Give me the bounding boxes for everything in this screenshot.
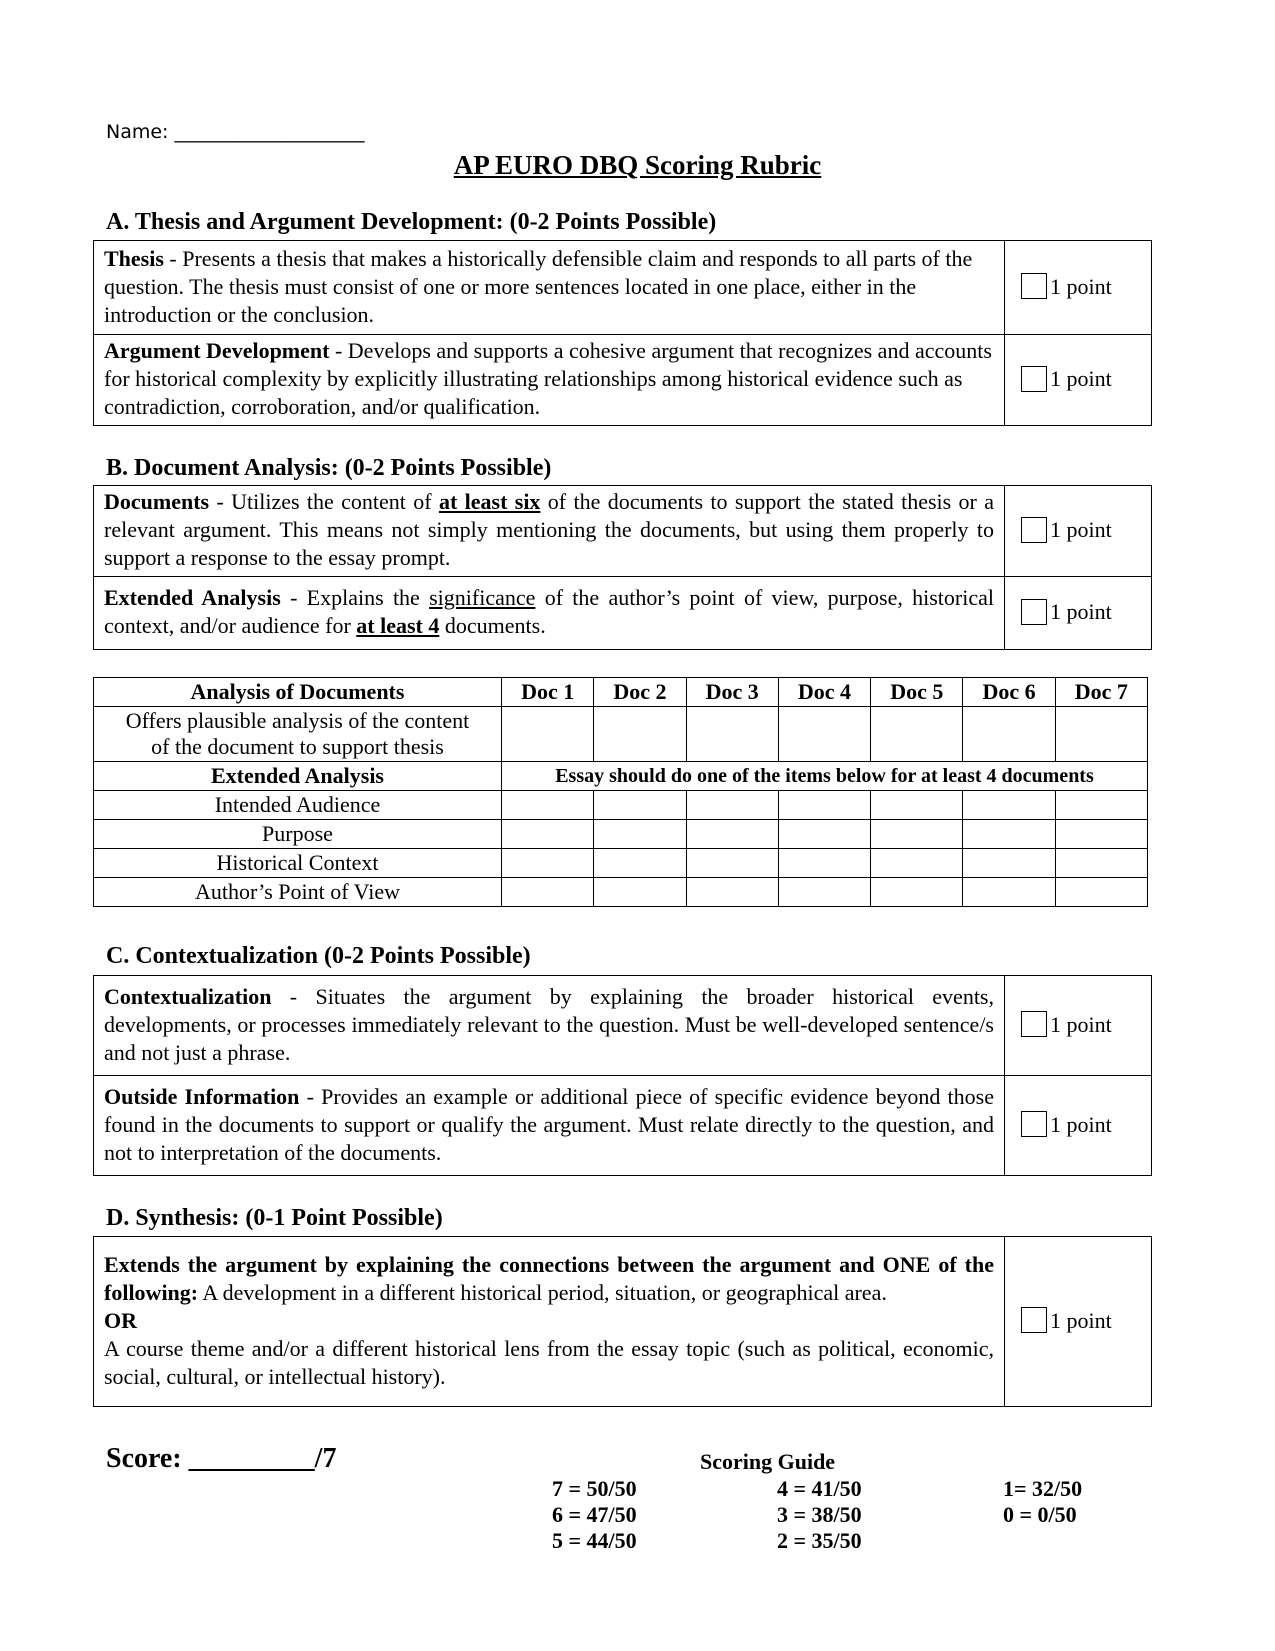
contextualization-points-label: 1 point [1050, 1011, 1112, 1037]
documents-points-label: 1 point [1050, 517, 1112, 543]
doc-cell[interactable] [1055, 707, 1147, 762]
scoring-guide-entry: 6 = 47/50 [552, 1502, 637, 1527]
doc-header: Doc 6 [963, 678, 1055, 707]
page-title: AP EURO DBQ Scoring Rubric [453, 150, 822, 180]
extended-analysis-row [94, 577, 1152, 650]
outside-information-text: - Provides an example or additional piece of specific evidence beyond those found in the documents to support or qualify the argument. Must relate directly to the question, and not to interpretation of the documents. [104, 1083, 994, 1165]
doc-cell[interactable] [1055, 791, 1147, 820]
synthesis-description [94, 1237, 1005, 1407]
argument-text: - Develops and supports a cohesive argument that recognizes and accounts for historical complexity by explicitly illustrating relationships among historical evidence such as contradiction, corroboration, and/or qualification. [104, 338, 992, 419]
section-b-table [93, 485, 1152, 650]
doc-cell[interactable] [963, 707, 1055, 762]
doc-header: Doc 4 [778, 678, 870, 707]
doc-cell[interactable] [871, 878, 963, 907]
scoring-guide-entry: 3 = 38/50 [777, 1502, 862, 1527]
doc-cell[interactable] [778, 878, 870, 907]
doc-cell[interactable] [686, 707, 778, 762]
synthesis-option-2: A course theme and/or a different historical lens from the essay topic (such as political, economic, social, cultural, or intellectual history). [104, 1335, 994, 1389]
documents-description [94, 486, 1005, 577]
extended-analysis-text-1: - Explains the [280, 585, 430, 610]
doc-table-header-row [94, 678, 1148, 707]
extended-analysis-text-3: documents. [439, 613, 546, 638]
thesis-points [1005, 241, 1152, 335]
intended-audience-label: Intended Audience [94, 791, 502, 820]
section-b-title: B. Document Analysis: (0-2 Points Possible) [106, 455, 552, 481]
contextualization-row [94, 976, 1152, 1076]
argument-label: Argument Development [104, 338, 330, 363]
score-line: Score: _________/7 [106, 1443, 337, 1474]
authors-point-of-view-row [94, 878, 1148, 907]
outside-information-points [1005, 1076, 1152, 1176]
name-field-label: Name: ____________________ [106, 121, 365, 143]
contextualization-checkbox[interactable] [1021, 1011, 1047, 1037]
doc-cell[interactable] [1055, 878, 1147, 907]
documents-label: Documents [104, 489, 210, 514]
doc-cell[interactable] [594, 791, 686, 820]
purpose-label: Purpose [94, 820, 502, 849]
synthesis-points-label: 1 point [1050, 1307, 1112, 1333]
argument-points [1005, 335, 1152, 426]
thesis-points-label: 1 point [1050, 273, 1112, 299]
outside-information-row [94, 1076, 1152, 1176]
scoring-guide-entry: 7 = 50/50 [552, 1476, 637, 1501]
doc-cell[interactable] [594, 707, 686, 762]
doc-cell[interactable] [963, 878, 1055, 907]
offers-analysis-label: Offers plausible analysis of the content of the document to support thesis [94, 707, 502, 762]
doc-cell[interactable] [1055, 820, 1147, 849]
extended-analysis-description [94, 577, 1005, 650]
argument-row [94, 335, 1152, 426]
doc-cell[interactable] [778, 820, 870, 849]
doc-cell[interactable] [871, 791, 963, 820]
intended-audience-row [94, 791, 1148, 820]
extended-analysis-label: Extended Analysis [104, 585, 281, 610]
doc-cell[interactable] [594, 878, 686, 907]
extended-analysis-emphasis-1: significance [429, 585, 536, 610]
synthesis-checkbox[interactable] [1021, 1307, 1047, 1333]
doc-cell[interactable] [963, 791, 1055, 820]
outside-information-points-label: 1 point [1050, 1111, 1112, 1137]
outside-information-description [94, 1076, 1005, 1176]
extended-analysis-header-row [94, 762, 1148, 791]
doc-cell[interactable] [686, 849, 778, 878]
contextualization-label: Contextualization [104, 983, 272, 1009]
doc-cell[interactable] [594, 849, 686, 878]
doc-cell[interactable] [686, 820, 778, 849]
doc-cell[interactable] [686, 791, 778, 820]
section-c-title: C. Contextualization (0-2 Points Possible) [106, 943, 531, 969]
doc-header: Doc 1 [502, 678, 594, 707]
doc-header: Doc 7 [1055, 678, 1147, 707]
extended-analysis-checkbox[interactable] [1021, 599, 1047, 625]
doc-cell[interactable] [502, 820, 594, 849]
doc-cell[interactable] [778, 707, 870, 762]
authors-point-of-view-label: Author’s Point of View [94, 878, 502, 907]
doc-cell[interactable] [963, 849, 1055, 878]
documents-text-1: - Utilizes the content of [209, 489, 439, 514]
documents-checkbox[interactable] [1021, 517, 1047, 543]
doc-cell[interactable] [871, 820, 963, 849]
purpose-row [94, 820, 1148, 849]
doc-cell[interactable] [871, 849, 963, 878]
section-a-table [93, 240, 1152, 426]
outside-information-checkbox[interactable] [1021, 1111, 1047, 1137]
scoring-guide-title: Scoring Guide [700, 1449, 836, 1474]
doc-cell[interactable] [686, 878, 778, 907]
extended-analysis-note: Essay should do one of the items below for at least 4 documents [502, 762, 1148, 791]
contextualization-text: - Situates the argument by explaining the broader historical events, developments, or processes immediately relevant to the question. Must be well-developed sentence/s and not just a phrase. [104, 983, 994, 1065]
doc-cell[interactable] [963, 820, 1055, 849]
doc-header: Doc 5 [871, 678, 963, 707]
argument-description [94, 335, 1005, 426]
doc-header: Doc 3 [686, 678, 778, 707]
documents-emphasis: at least six [438, 489, 541, 514]
scoring-guide-entry: 0 = 0/50 [1003, 1502, 1077, 1527]
doc-cell[interactable] [594, 820, 686, 849]
thesis-row [94, 241, 1152, 335]
doc-header: Doc 2 [594, 678, 686, 707]
thesis-description [94, 241, 1005, 335]
doc-cell[interactable] [778, 849, 870, 878]
synthesis-or: OR [104, 1307, 137, 1333]
synthesis-option-1: A development in a different historical period, situation, or geographical area. [198, 1279, 887, 1305]
document-analysis-table [93, 677, 1148, 907]
extended-analysis-points [1005, 577, 1152, 650]
thesis-text: - Presents a thesis that makes a historically defensible claim and responds to all parts of the question. The thesis must consist of one or more sentences located in one place, either in the introduction or the conclusion. [104, 245, 973, 327]
doc-cell[interactable] [502, 791, 594, 820]
argument-checkbox[interactable] [1021, 366, 1047, 392]
documents-text-2: of the documents to support the stated thesis or a relevant argument. This means not simply mentioning the documents, but using them properly to support a response to the essay prompt. [104, 489, 995, 570]
extended-analysis-text-2: of the author’s point of view, purpose, historical context, and/or audience for [104, 585, 994, 638]
contextualization-description [94, 976, 1005, 1076]
doc-cell[interactable] [871, 707, 963, 762]
thesis-checkbox[interactable] [1021, 273, 1047, 299]
historical-context-row [94, 849, 1148, 878]
extended-analysis-row-label: Extended Analysis [94, 762, 502, 791]
doc-cell[interactable] [778, 791, 870, 820]
doc-cell[interactable] [502, 849, 594, 878]
documents-row [94, 486, 1152, 577]
outside-information-label: Outside Information [104, 1083, 300, 1109]
doc-cell[interactable] [1055, 849, 1147, 878]
section-d-title: D. Synthesis: (0-1 Point Possible) [106, 1205, 443, 1231]
scoring-guide-entry: 4 = 41/50 [777, 1476, 862, 1501]
synthesis-row [94, 1237, 1152, 1407]
contextualization-points [1005, 976, 1152, 1076]
synthesis-lead: Extends the argument by explaining the connections between the argument and ONE of the following: [104, 1251, 994, 1305]
documents-points [1005, 486, 1152, 577]
doc-cell[interactable] [502, 878, 594, 907]
historical-context-label: Historical Context [94, 849, 502, 878]
scoring-guide-entry: 2 = 35/50 [777, 1528, 862, 1553]
analysis-of-documents-header: Analysis of Documents [94, 678, 502, 707]
extended-analysis-emphasis-2: at least 4 [356, 613, 440, 638]
extended-analysis-points-label: 1 point [1050, 599, 1112, 625]
thesis-label: Thesis [104, 245, 164, 271]
argument-points-label: 1 point [1050, 366, 1112, 392]
scoring-guide-entry: 5 = 44/50 [552, 1528, 637, 1553]
scoring-guide-entry: 1= 32/50 [1003, 1476, 1083, 1501]
synthesis-points [1005, 1237, 1152, 1407]
doc-cell[interactable] [502, 707, 594, 762]
section-a-title: A. Thesis and Argument Development: (0-2 Points Possible) [106, 209, 717, 235]
offers-analysis-row [94, 707, 1148, 762]
section-c-table [93, 975, 1152, 1176]
section-d-table [93, 1236, 1152, 1407]
